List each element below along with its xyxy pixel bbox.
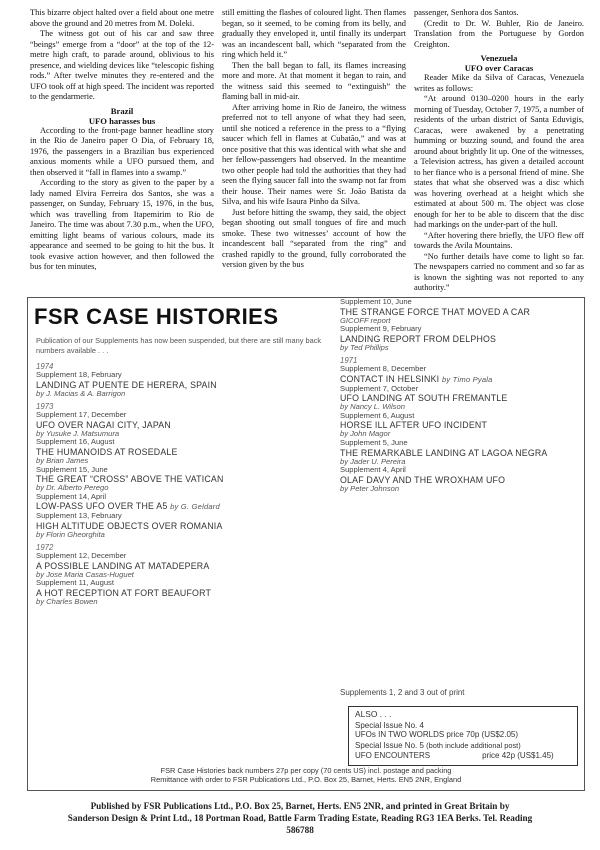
special-issue-number: Special Issue No. 5 xyxy=(355,741,424,750)
advert-title: FSR CASE HISTORIES xyxy=(34,304,279,329)
supplement-title: UFO LANDING AT SOUTH FREMANTLE xyxy=(340,393,508,404)
supplement-author: by Nancy L. Wilson xyxy=(340,402,405,412)
supplement-author: by Timo Pyala xyxy=(441,374,493,384)
supplement-number: Supplement 17, December xyxy=(36,410,127,420)
special-issue-label xyxy=(355,741,521,750)
supplement-author: by Peter Johnson xyxy=(340,483,400,493)
supplement-title: OLAF DAVY AND THE WROXHAM UFO xyxy=(340,474,506,485)
section-country-heading: Venezuela xyxy=(480,53,518,63)
special-issue-title: UFOs IN TWO WORLDS price 70p (US$2.05) xyxy=(355,730,518,739)
supplement-author: GICOFF report xyxy=(340,315,391,325)
supplement-entry xyxy=(36,512,336,539)
supplement-title: UFO OVER NAGAI CITY, JAPAN xyxy=(36,419,171,430)
supplement-author: by Dr. Alberto Perego xyxy=(36,483,109,493)
supplement-title: HORSE ILL AFTER UFO INCIDENT xyxy=(340,420,488,431)
article-column-3 xyxy=(414,8,584,294)
supplement-author: by G. Geldard xyxy=(170,502,220,512)
supplement-entry xyxy=(36,552,336,579)
supplement-entry xyxy=(36,493,336,512)
supplement-title-text: CONTACT IN HELSINKI xyxy=(340,373,440,384)
ordering-info xyxy=(28,766,584,784)
supplement-title-text: LOW-PASS UFO OVER THE A5 xyxy=(36,501,168,512)
special-issue-price: price 42p (US$1.45) xyxy=(482,751,554,760)
supplement-author: by Jader U. Pereira xyxy=(340,456,406,466)
supplement-list-right xyxy=(340,298,576,493)
year-label: 1974 xyxy=(36,362,54,371)
paragraph: “No further details have come to light so far. The newspapers carried no comment and so far as is known the sighting was not reported to any authority.” xyxy=(414,251,584,292)
supplement-list-left xyxy=(36,358,336,607)
article-column-1 xyxy=(30,8,214,273)
supplement-number: Supplement 16, August xyxy=(36,437,115,447)
also-heading: ALSO . . . xyxy=(355,709,392,719)
supplement-number: Supplement 7, October xyxy=(340,383,419,393)
supplement-entry xyxy=(340,439,576,466)
paragraph: passenger, Senhora dos Santos. xyxy=(414,8,519,17)
supplement-entry xyxy=(36,579,336,606)
paragraph: Then the ball began to fall, its flames increasing more and more. At that moment it began to rain, and the witness said this seemed to “extinguish” the flaming ball in mid-air. xyxy=(222,60,406,101)
special-issues-box xyxy=(348,706,578,766)
supplement-entry xyxy=(340,412,576,439)
supplement-number: Supplement 9, February xyxy=(340,324,422,334)
supplement-number: Supplement 6, August xyxy=(340,410,415,420)
advert-intro: Publication of our Supplements has now been suspended, but there are still many back numbers available . . . xyxy=(36,336,322,355)
paragraph: After arriving home in Rio de Janeiro, the witness preferred not to tell anyone of what they had seen, until she noticed a reference in the press to a “flying saucer which fell in flames at Cubatão,” and was at once positive that this was identical with what she and her fellow-passengers had observed. In the meantime two other people had told the authorities that they had seen the flying saucer fall into the swamp not far from their house. Their names were Sr. João Batista da Silva, and his wife Isaura Pinho da Silva. xyxy=(222,102,406,206)
supplement-title: LANDING REPORT FROM DELPHOS xyxy=(340,333,497,344)
imprint-line: Published by FSR Publications Ltd., P.O. Box 25, Barnet, Herts. EN5 2NR, and printed in Great Britain by xyxy=(90,801,510,811)
supplement-title: A HOT RECEPTION AT FORT BEAUFORT xyxy=(36,587,212,598)
paragraph: “After hovering there briefly, the UFO flew off towards the Avila Mountains. xyxy=(414,230,584,250)
supplement-entry xyxy=(36,466,336,493)
paragraph: still emitting the flashes of coloured light. Then flames began, so it seemed, to be coming from its belly, and gradually they enveloped it, until finally its underpart was an incandescent ball, which “separated from the ring which held it.” xyxy=(222,8,406,59)
paragraph: The witness got out of his car and saw three “beings” emerge from a “door” at the top of the 12-metre high craft, to parade around, oblivious to his presence, and wielding devices like “telescopic fishing rods.” After twelve minutes they re-entered and the UFO took off at high speed. The incident was reported to the gendarmerie. xyxy=(30,29,214,101)
supplement-number: Supplement 14, April xyxy=(36,491,107,501)
special-issue-title xyxy=(355,751,554,760)
supplement-entry xyxy=(340,466,576,493)
supplement-title: THE GREAT “CROSS” ABOVE THE VATICAN xyxy=(36,474,224,485)
special-issue-label: Special Issue No. 4 xyxy=(355,721,424,730)
supplement-number: Supplement 5, June xyxy=(340,437,408,447)
supplement-title: HIGH ALTITUDE OBJECTS OVER ROMANIA xyxy=(36,520,223,531)
supplement-entry xyxy=(340,365,576,384)
imprint-line: Sanderson Design & Print Ltd., 18 Portman Road, Battle Farm Trading Estate, Reading RG3 1EA Berks. Tel. Reading 586788 xyxy=(67,813,533,835)
paragraph: Reader Mike da Silva of Caracas, Venezuela writes as follows: xyxy=(414,73,584,93)
section-country-heading: Brazil xyxy=(110,105,134,116)
section-title-heading: UFO over Caracas xyxy=(464,63,534,73)
postage-note: (both include additional post) xyxy=(426,741,521,750)
pricing-line: FSR Case Histories back numbers 27p per copy (70 cents US) incl. postage and packing xyxy=(160,766,452,775)
supplement-number: Supplement 8, December xyxy=(340,364,427,374)
publisher-imprint xyxy=(60,800,540,836)
paragraph: Just before hitting the swamp, they said, the object began shooting out small tongues of fire and much smoke. These two witnesses’ account of how the incandescent ball “separated from the ring” and crashed rapidly to the ground, fully corroborated the version given by the bus xyxy=(222,207,406,269)
remittance-line: Remittance with order to FSR Publications Ltd., P.O. Box 25, Barnet, Herts. EN5 2NR, England xyxy=(150,775,462,784)
article-column-2 xyxy=(222,8,406,271)
supplement-author: by J. Macias & A. Barrigon xyxy=(36,388,126,398)
year-label: 1972 xyxy=(36,543,54,553)
case-histories-advert xyxy=(27,297,585,791)
supplement-entry xyxy=(340,385,576,412)
special-issue-name: UFO ENCOUNTERS xyxy=(355,751,431,760)
supplement-entry xyxy=(36,371,336,398)
supplement-author: by Yusuke J. Matsumura xyxy=(36,428,120,438)
supplement-entry xyxy=(36,411,336,438)
supplement-title: THE HUMANOIDS AT ROSEDALE xyxy=(36,446,178,457)
supplement-author: by Ted Phillips xyxy=(340,342,389,352)
supplement-number: Supplement 12, December xyxy=(36,551,127,561)
supplement-entry xyxy=(36,438,336,465)
supplement-title: LANDING AT PUENTE DE HERERA, SPAIN xyxy=(36,379,217,390)
supplement-number: Supplement 15, June xyxy=(36,464,108,474)
paragraph: This bizarre object halted over a field about one metre above the ground and 20 metres from M. Doleki. xyxy=(30,8,214,28)
out-of-print-note: Supplements 1, 2 and 3 out of print xyxy=(340,688,465,697)
supplement-number: Supplement 18, February xyxy=(36,370,122,379)
paragraph: According to the front-page banner headline story in the Rio de Janeiro paper O Dia, of February 18, 1976, the passengers in a Brazilian bus experienced anxious moments while a UFO pursued them, and then observed it “fall in flames into a swamp.” xyxy=(30,125,214,177)
supplement-title: THE STRANGE FORCE THAT MOVED A CAR xyxy=(340,306,531,317)
supplement-entry xyxy=(340,298,576,325)
paragraph: “At around 0130–0200 hours in the early morning of Tuesday, October 7, 1975, a number of residents of the urban district of Santa Eduvigis, Caracas, were awakened by a penetrating humming or buzzing sound, and found the area around about brightly lit up. One of the witnesses, a Television actress, has given a detailed account to her fiance who is a personal friend of mine. She states that what she observed was a disc which was hovering overhead at a height which she estimated at about 500 m. The object was close enough for her to be able to discern that the disc had markings on the under-part of the hull. xyxy=(414,94,584,229)
supplement-author: by Jose Maria Casas-Huguet xyxy=(36,569,134,579)
section-title-heading: UFO harasses bus xyxy=(88,115,156,126)
supplement-entry xyxy=(340,325,576,352)
supplement-author: by John Magor xyxy=(340,429,391,439)
supplement-title: THE REMARKABLE LANDING AT LAGOA NEGRA xyxy=(340,447,548,458)
supplement-number: Supplement 11, August xyxy=(36,578,114,588)
supplement-title xyxy=(340,374,576,385)
supplement-title: A POSSIBLE LANDING AT MATADEPERA xyxy=(36,560,210,571)
supplement-author: by Charles Bowen xyxy=(36,596,98,606)
supplement-number: Supplement 10, June xyxy=(340,297,412,306)
year-label: 1971 xyxy=(340,356,358,366)
paragraph: According to the story as given to the paper by a lady named Elvira Ferreira dos Santos, she was a passenger, on Sunday, February 15, 1976, in the bus, which was travelling from Itapemirim to Rio de Janeiro. The time was about 7.30 p.m., when the UFO, emitting light beams of various colours, made its appearance and seemed to be going to hit the bus. It took evasive action however, and then followed the bus for ten minutes, xyxy=(30,178,214,271)
supplement-author: by Brian James xyxy=(36,455,89,465)
supplement-author: by Florin Gheorghita xyxy=(36,529,105,539)
year-label: 1973 xyxy=(36,402,54,412)
credit-paragraph: (Credit to Dr. W. Buhler, Rio de Janeiro. Translation from the Portuguese by Gordon Creighton. xyxy=(414,18,584,49)
supplement-number: Supplement 13, February xyxy=(36,510,122,520)
supplement-number: Supplement 4, April xyxy=(340,465,406,475)
